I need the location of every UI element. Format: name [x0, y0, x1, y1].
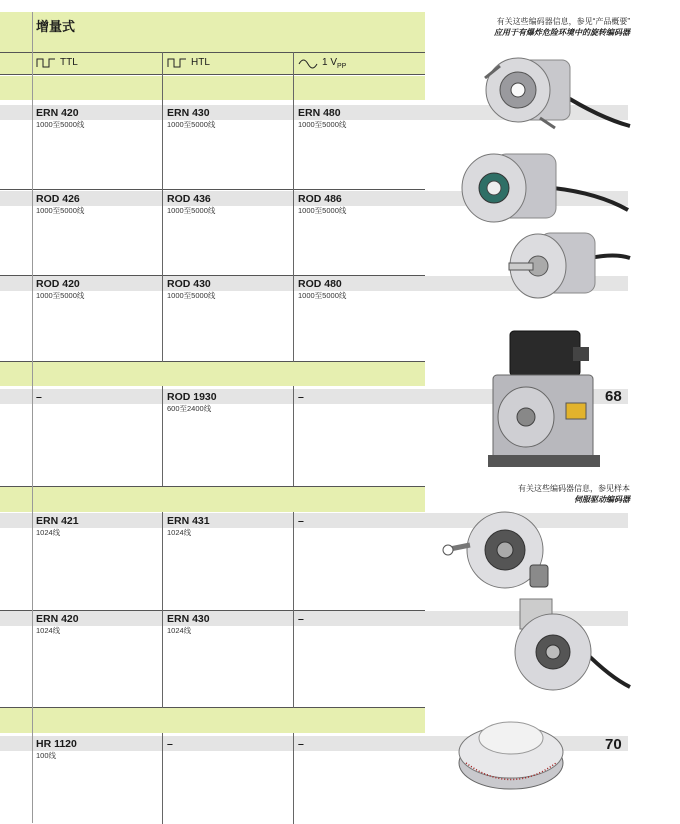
- signal-1vpp: [298, 57, 346, 70]
- table-cell: [167, 738, 173, 750]
- line-count: 1000至5000线: [36, 120, 85, 129]
- table-cell: [298, 278, 346, 301]
- row-separator: [0, 610, 425, 611]
- header-divider: [0, 52, 425, 53]
- model-name: ROD 426: [36, 193, 80, 205]
- model-name: ERN 431: [167, 515, 210, 527]
- model-name: –: [298, 515, 304, 527]
- square-wave-icon: [36, 58, 56, 68]
- signal-label: TTL: [60, 57, 78, 68]
- encoder-photo: [458, 148, 633, 233]
- signal-label: 1 $V_{PP}$: [322, 57, 347, 70]
- column-divider: [162, 733, 163, 824]
- line-count: 1000至5000线: [36, 206, 85, 215]
- column-divider: [162, 512, 163, 708]
- reference-note-mid: [518, 483, 630, 505]
- section-band-2: [0, 362, 425, 386]
- table-cell: [36, 107, 84, 130]
- line-count: 1024线: [167, 528, 192, 537]
- signal-label: HTL: [191, 57, 210, 68]
- model-name: ROD 1930: [167, 391, 217, 403]
- signal-htl: [167, 57, 210, 68]
- table-cell: [167, 278, 215, 301]
- page-title: 增量式: [36, 19, 76, 34]
- model-name: ROD 486: [298, 193, 342, 205]
- line-count: 1000至5000线: [298, 291, 347, 300]
- signal-ttl: [36, 57, 78, 68]
- reference-note-top: [494, 16, 630, 38]
- table-cell: [36, 515, 79, 538]
- row-separator: [0, 361, 425, 362]
- line-count: 600至2400线: [167, 404, 212, 413]
- table-cell: [167, 107, 215, 130]
- model-name: ROD 430: [167, 278, 211, 290]
- model-name: ERN 480: [298, 107, 341, 119]
- table-cell: [167, 391, 217, 414]
- model-name: ERN 430: [167, 107, 210, 119]
- encoder-photo: [470, 48, 635, 143]
- table-cell: [36, 391, 42, 403]
- page-number: 68: [605, 388, 622, 405]
- column-divider: [293, 512, 294, 708]
- model-name: ERN 430: [167, 613, 210, 625]
- column-divider: [293, 386, 294, 486]
- handwheel-photo: [456, 708, 566, 793]
- model-name: ROD 420: [36, 278, 80, 290]
- section-band-4: [0, 708, 425, 733]
- table-cell: [167, 193, 215, 216]
- row-separator: [0, 486, 425, 487]
- line-count: 1000至5000线: [298, 120, 347, 129]
- model-name: –: [298, 391, 304, 403]
- encoder-photo: [488, 325, 603, 470]
- table-cell: [298, 107, 346, 130]
- note-line-emphasis: 应用于有爆炸危险环境中的旋转编码器: [494, 28, 630, 37]
- encoder-photo: [505, 228, 635, 308]
- section-band-3: [0, 487, 425, 512]
- model-name: ERN 420: [36, 613, 79, 625]
- model-name: HR 1120: [36, 738, 77, 750]
- line-count: 100线: [36, 751, 57, 760]
- line-count: 1000至5000线: [167, 120, 216, 129]
- table-cell: [36, 193, 84, 216]
- table-cell: [298, 738, 304, 750]
- section-band-1: [0, 76, 425, 100]
- model-name: ERN 420: [36, 107, 79, 119]
- encoder-photo: [505, 597, 635, 697]
- column-divider: [162, 52, 163, 362]
- model-name: –: [36, 391, 42, 403]
- line-count: 1000至5000线: [36, 291, 85, 300]
- line-count: 1000至5000线: [167, 206, 216, 215]
- model-name: –: [298, 613, 304, 625]
- row-separator: [0, 189, 425, 190]
- note-line-emphasis: 伺服驱动编码器: [574, 495, 630, 504]
- row-separator: [0, 275, 425, 276]
- column-divider: [162, 386, 163, 486]
- line-count: 1000至5000线: [167, 291, 216, 300]
- page-number: 70: [605, 736, 622, 753]
- table-cell: [298, 391, 304, 403]
- sine-wave-icon: [298, 59, 318, 69]
- row-separator: [0, 707, 425, 708]
- table-cell: [36, 613, 79, 636]
- model-name: –: [298, 738, 304, 750]
- table-cell: [298, 515, 304, 527]
- model-name: ROD 480: [298, 278, 342, 290]
- line-count: 1000至5000线: [298, 206, 347, 215]
- column-divider: [32, 12, 33, 823]
- note-line: 有关这些编码器信息，参见样本: [518, 484, 630, 493]
- table-cell: [36, 738, 77, 761]
- note-line: 有关这些编码器信息，参见“产品概要”: [496, 17, 630, 26]
- table-cell: [167, 613, 210, 636]
- line-count: 1024线: [36, 528, 61, 537]
- table-cell: [298, 193, 346, 216]
- model-name: ROD 436: [167, 193, 211, 205]
- model-name: ERN 421: [36, 515, 79, 527]
- square-wave-icon: [167, 58, 187, 68]
- column-divider: [293, 733, 294, 824]
- line-count: 1024线: [167, 626, 192, 635]
- encoder-photo: [440, 505, 555, 600]
- column-divider: [293, 52, 294, 362]
- table-cell: [298, 613, 304, 625]
- model-name: –: [167, 738, 173, 750]
- header-divider: [0, 74, 425, 75]
- table-cell: [36, 278, 84, 301]
- line-count: 1024线: [36, 626, 61, 635]
- table-cell: [167, 515, 210, 538]
